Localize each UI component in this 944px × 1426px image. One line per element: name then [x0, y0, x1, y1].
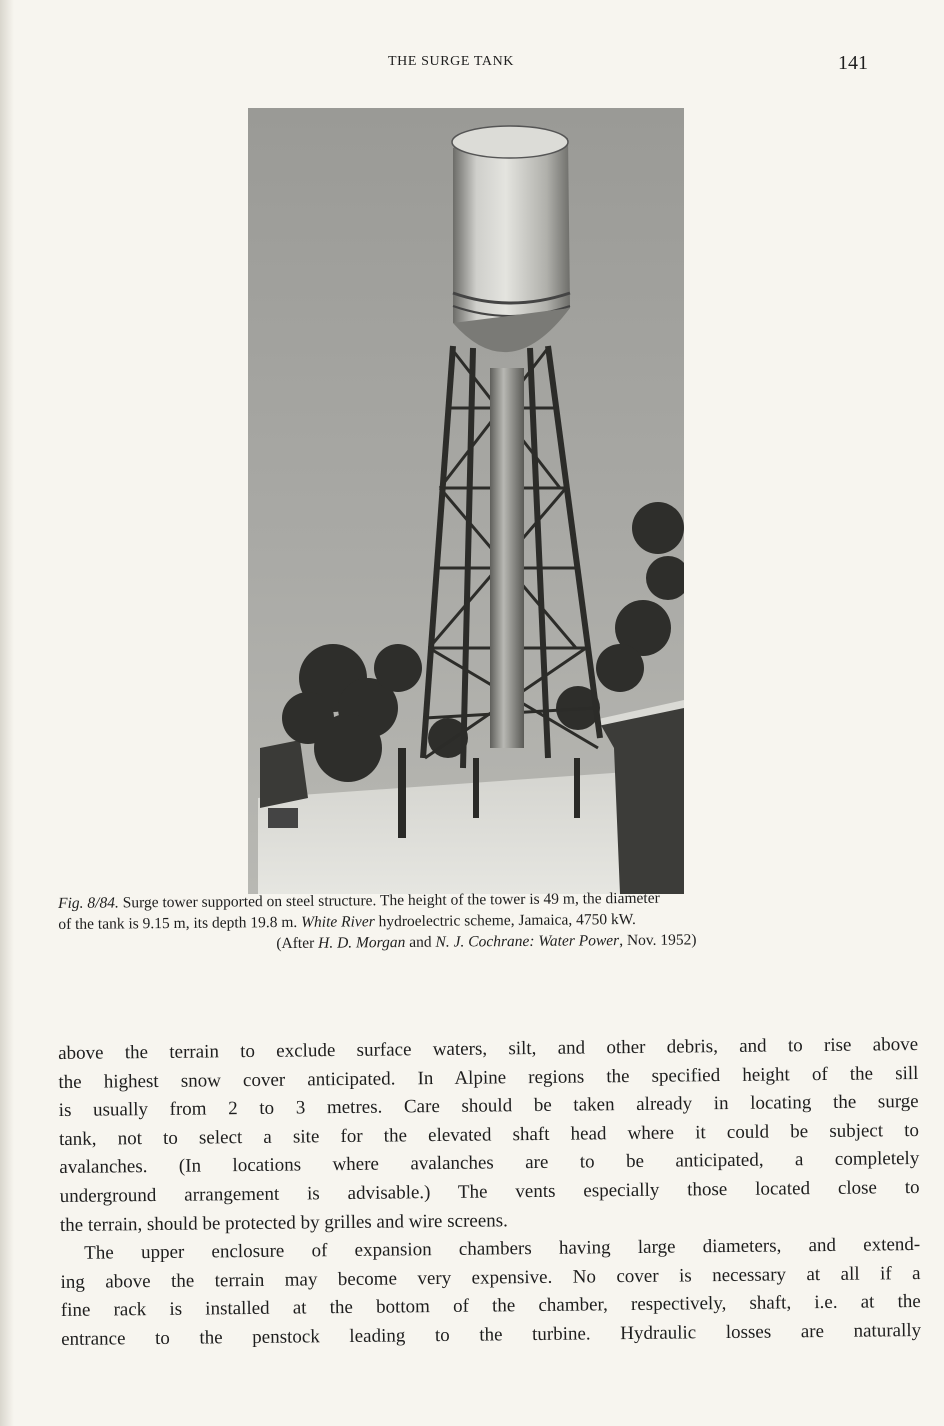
caption-line-2: of the tank is 9.15 m, its depth 19.8 m. White River hydroelectric scheme, Jamaica, 4750 kW. [58, 910, 636, 933]
figure-caption [58, 886, 915, 956]
text-line: above the terrain to exclude surface waters, silt, and other debris, and to rise above [58, 1033, 919, 1064]
text-line: is usually from 2 to 3 metres. Care should be taken already in locating the surge [58, 1091, 919, 1122]
figure-label: Fig. 8/84. [58, 894, 119, 912]
text-line: fine rack is installed at the bottom of the chamber, respectively, shaft, i.e. at the [60, 1291, 921, 1322]
text-line: tank, not to select a site for the elevated shaft head where it could be subject to [58, 1119, 920, 1150]
surge-tower-photograph [248, 108, 684, 894]
paragraph-2 [60, 1231, 921, 1354]
text-line: The upper enclosure of expansion chambers having large diameters, and extend- [84, 1234, 921, 1264]
caption-line-1: Fig. 8/84. Surge tower supported on steel structure. The height of the tower is 49 m, the diameter [58, 889, 660, 912]
text-line: avalanches. (In locations where avalanches are to be anticipated, a completely [59, 1148, 920, 1179]
text-line: underground arrangement is advisable.) The vents especially those located close to [59, 1176, 920, 1207]
chapter-title: THE SURGE TANK [388, 54, 515, 69]
text-line: ing above the terrain may become very expensive. No cover is necessary at all if a [60, 1262, 921, 1293]
running-head [0, 52, 944, 76]
caption-line-3: (After H. D. Morgan and N. J. Cochrane: Water Power, Nov. 1952) [276, 931, 697, 953]
text-line: the highest snow cover anticipated. In Alpine regions the specified height of the sill [58, 1062, 919, 1093]
page-number: 141 [838, 52, 868, 74]
surge-tower-photo [248, 108, 684, 894]
text-line: entrance to the penstock leading to the turbine. Hydraulic losses are naturally [61, 1319, 922, 1350]
text-line: the terrain, should be protected by grilles and wire screens. [59, 1209, 508, 1236]
paragraph-1 [58, 1031, 920, 1240]
body-text [58, 1031, 921, 1355]
